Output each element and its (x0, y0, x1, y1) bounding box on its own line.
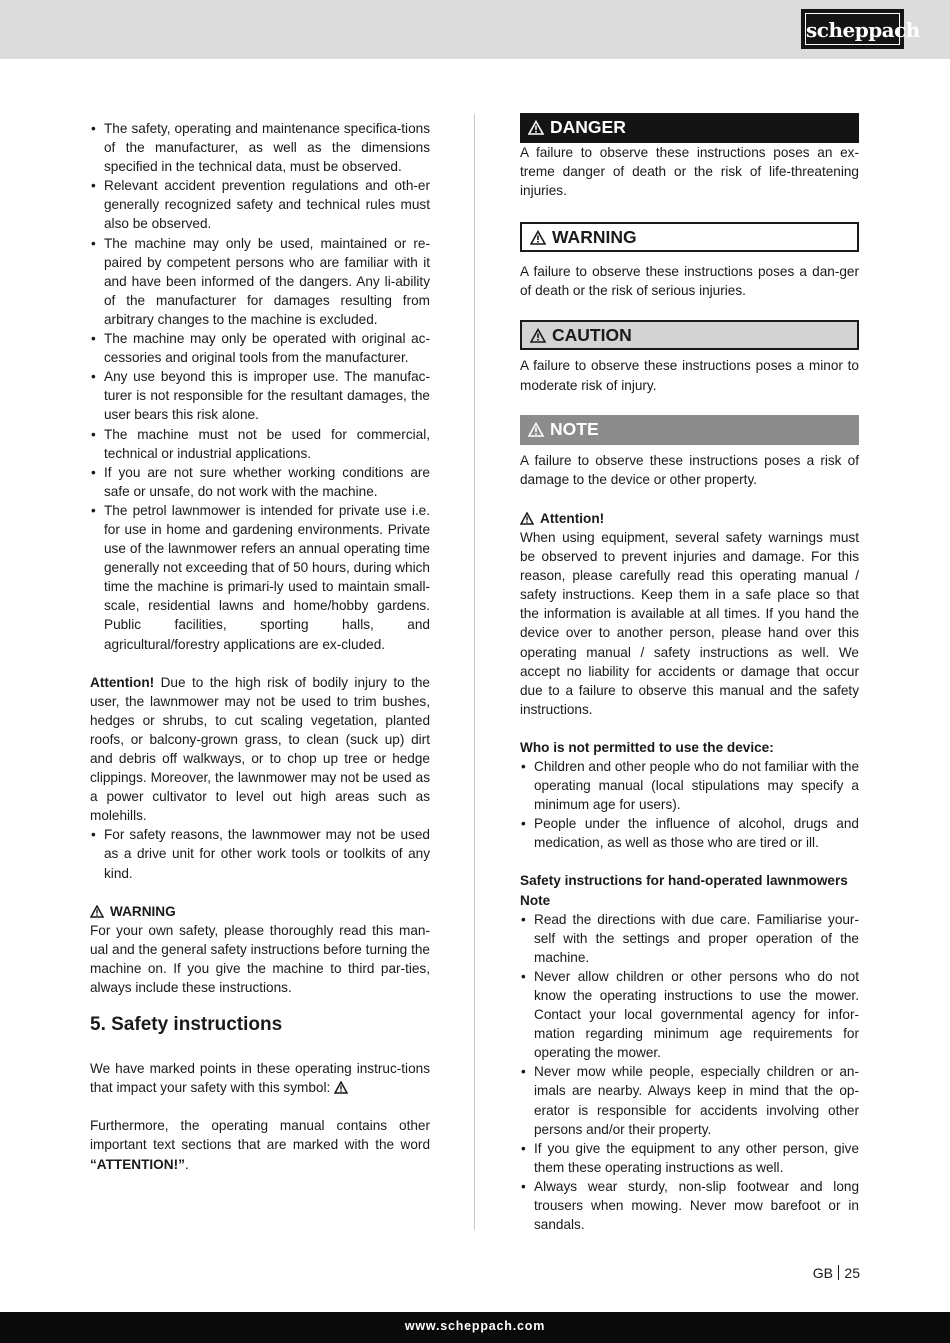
column-divider (474, 114, 475, 1230)
attention-word-paragraph (90, 1116, 430, 1173)
brand-logo (801, 9, 920, 49)
list-item: • People under the influence of alcohol, drugs and medication, as well as those who are tired or ill. (520, 814, 859, 852)
list-item: • Never mow while people, especially children or an-imals are nearby. Always keep in mind that the op-erator is responsible for accidents involving other persons and/or their property. (520, 1062, 859, 1138)
list-item: • Relevant accident prevention regulations and oth-er generally recognized safety and technical rules must also be observed. (90, 176, 430, 233)
attention-label: Attention! (90, 674, 155, 690)
brand-logo-text: scheppach (805, 13, 900, 45)
list-item: • The machine may only be used, maintained or re-paired by competent persons who are familiar with it and have been informed of the dangers. Any li-ability of the manufacturer for damages resulting from arbitrary changes to the machine is excluded. (90, 234, 430, 329)
symbol-intro-text: We have marked points in these operating instruc-tions that impact your safety with this symbol: (90, 1061, 430, 1096)
attention-text: Due to the high risk of bodily injury to the user, the lawnmower may not be used to trim bushes, hedges or shrubs, to cut scaling vegetation, planted roofs, or balcony-grown grass, to clean (suck up) dirt and debris off walkways, or to chop up tree or hedge clippings. Moreover, the lawnmower may not be used as a power cultivator to level out high areas such as molehills. (90, 674, 430, 824)
attention-heading (520, 509, 859, 528)
caution-box (520, 320, 859, 350)
warning-text: A failure to observe these instructions poses a dan-ger of death or the risk of serious injuries. (520, 264, 859, 299)
footer-url[interactable]: www.scheppach.com (404, 1319, 546, 1333)
hand-heading: Safety instructions for hand-operated lawnmowers (520, 873, 848, 889)
list-item: • Read the directions with due care. Familiarise your-self with the settings and proper operation of the machine. (520, 910, 859, 967)
language-code: GB (812, 1265, 833, 1281)
section-title: 5. Safety instructions (90, 1014, 283, 1036)
danger-label: DANGER (550, 117, 626, 137)
warning-triangle-icon (90, 905, 104, 918)
attention-paragraph (90, 673, 430, 826)
list-item: • The machine may only be operated with original ac-cessories and original tools from the manufacturer. (90, 329, 430, 367)
list-item: • Any use beyond this is improper use. The manufac-turer is not responsible for the resultant damages, the user bears this risk alone. (90, 367, 430, 424)
list-item: • If you are not sure whether working conditions are safe or unsafe, do not work with the machine. (90, 463, 430, 501)
list-item: • The petrol lawnmower is intended for private use i.e. for use in home and gardening environments. Private use of the lawnmower refers an annual operating time generally not exceeding that of 50 hours, during which time the machine is primari-ly used to maintain small-scale, residential lawns and home/hobby gardens. Public facilities, sporting halls, and agricultural/forestry applications are ex-cluded. (90, 501, 430, 654)
hand-list (520, 910, 859, 1235)
attention-period: . (184, 1156, 189, 1172)
warning-triangle-icon (520, 512, 534, 525)
attention-heading-text: Attention! (540, 510, 605, 526)
danger-box (520, 113, 859, 143)
who-list (520, 757, 859, 852)
list-item: • The machine must not be used for commercial, technical or industrial applications. (90, 425, 430, 463)
caution-label: CAUTION (552, 325, 632, 346)
warning-triangle-icon (528, 120, 544, 135)
list-item: • Always wear sturdy, non-slip footwear and long trousers when mowing. Never mow barefoot or in sandals. (520, 1177, 859, 1234)
list-item: • Children and other people who do not familiar with the operating manual (local stipulations may specify a minimum age for users). (520, 757, 859, 814)
warning-triangle-icon (530, 230, 546, 245)
warning-box (520, 222, 859, 252)
danger-text: A failure to observe these instructions poses an ex-treme danger of death or the risk of life-threatening injuries. (520, 145, 859, 199)
usage-rules-list (90, 119, 430, 654)
note-subheading: Note (520, 892, 551, 908)
attention-text: When using equipment, several safety warnings must be observed to prevent injuries and damage. For this reason, please carefully read this operating manual / safety instructions. Keep them in a safe place so that the information is available at all times. If you hand the device over to another person, please hand over this operating manual / safety instructions as well. We accept no liability for accidents or damage that occur due to a failure to observe this manual and the safety instructions. (520, 529, 859, 717)
warning-triangle-icon (528, 422, 544, 437)
warning-triangle-icon (334, 1081, 348, 1094)
list-item: • The safety, operating and maintenance specifica-tions of the manufacturer, as well as the dimensions specified in the technical data, must be observed. (90, 119, 430, 176)
note-text: A failure to observe these instructions poses a risk of damage to the device or other property. (520, 452, 859, 487)
page-separator (838, 1265, 840, 1280)
note-label: NOTE (550, 418, 599, 439)
right-column (520, 113, 859, 1234)
warning-label: WARNING (110, 903, 176, 919)
list-item: • For safety reasons, the lawnmower may not be used as a drive unit for other work tools or toolkits of any kind. (90, 825, 430, 882)
list-item: • If you give the equipment to any other person, give them these operating instructions as well. (520, 1139, 859, 1177)
attention-word: “ATTENTION!” (90, 1156, 185, 1172)
warning-triangle-icon (530, 328, 546, 343)
warning-text: For your own safety, please thoroughly read this man-ual and the general safety instructions before turning the machine on. If you give the machine to third par-ties, always include these instructions. (90, 922, 430, 996)
list-item: • Never allow children or other persons who do not know the operating instructions to use the mower. Contact your local governmental agency for infor-mation regarding minimum age requirements for operating the mower. (520, 967, 859, 1062)
who-heading: Who is not permitted to use the device: (520, 739, 774, 755)
note-box (520, 415, 859, 445)
warning-label: WARNING (552, 227, 637, 248)
warning-heading (90, 902, 430, 921)
page-number (813, 1265, 860, 1281)
symbol-intro (90, 1059, 430, 1097)
page-number-value: 25 (844, 1265, 860, 1281)
left-column (90, 119, 430, 1174)
caution-text: A failure to observe these instructions poses a minor to moderate risk of injury. (520, 358, 859, 393)
attention-intro-text: Furthermore, the operating manual contains other important text sections that are marked with the word (90, 1118, 430, 1153)
drive-unit-list (90, 825, 430, 882)
